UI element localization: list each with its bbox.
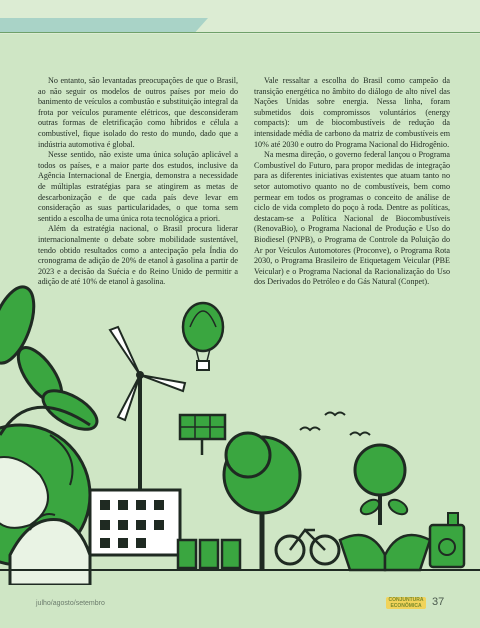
fuel-can-icon [430, 513, 464, 567]
page-number: 37 [432, 596, 445, 608]
paragraph: Além da estratégia nacional, o Brasil procura liderar internacionalmente o debate sobre mobilidade sustentável, tendo obtido resultados como a antecipação pela Índia do cronograma de adição de 20% de etanol à gasolina a partir de 2023 e a decisão da Suécia e do Reino Unido de permitir a adição de até 10% de etanol à gasolina. [38, 224, 238, 287]
birds-icon [300, 413, 370, 436]
magazine-logo: CONJUNTURA ECONÔMICA [386, 597, 426, 609]
solar-panel-icon [180, 415, 225, 455]
paragraph: Na mesma direção, o governo federal lançou o Programa Combustível do Futuro, para propor medidas de integração para as diferentes iniciativas existentes que atuam tanto no setor automotivo quanto no de combustíveis, bem como permear em todos os programas o conceito de análise de ciclo de vida completo do poço à roda. Dentre as políticas, destacam-se a Política Nacional de Biocombustíveis (RenovaBio), o Programa Nacional de Produção e Uso do Biodiesel (PNPB), o Programa de Controle da Poluição do Ar por Veículos Automotores (Proconve), o Programa Rota 2030, o Programa Brasileiro de Etiquetagem Veicular (PBE Veicular) e o Programa Nacional da Racionalização do Uso dos Derivados do Petróleo e do Gás Natural (Conpet). [254, 150, 450, 287]
bicycle-icon [276, 530, 339, 564]
paragraph: Vale ressaltar a escolha do Brasil como campeão da transição energética no âmbito do diálogo de alto nível das Nações Unidas sobre energia. Nessa linha, foram submetidos dois compromissos voluntários (energy compacts): um de biocombustíveis de redução da intensidade média de carbono da matriz de combustíveis em 10% até 2030 e outro do Programa Nacional do Hidrogênio. [254, 76, 450, 149]
header-divider [0, 32, 480, 33]
issue-label: julho/agosto/setembro [36, 600, 105, 607]
paragraph: No entanto, são levantadas preocupações de que o Brasil, ao não seguir os modelos de outros países por meio do banimento de veículos a combustão e substituição integral da frota por veículos puramente elétricos, que desconsideram outras formas de eletrificação como híbridos e célula a combustível, fique isolado do resto do mundo, dado que a indústria automotiva é global. [38, 76, 238, 149]
hands-sprout-icon [340, 497, 430, 570]
wind-turbine-icon [110, 327, 185, 500]
left-text-column [38, 76, 238, 288]
leaves-icon [0, 285, 103, 437]
sustainability-illustration [0, 285, 480, 585]
building-icon [90, 490, 180, 555]
paragraph: Nesse sentido, não existe uma única solução aplicável a todos os países, e a maior parte dos estudos, inclusive da Agência Internacional de Energia, demonstra a necessidade de múltiplas estratégias para se atingirem as metas de descarbonização e de que cada país deve levar em consideração as suas particularidades, o que torna sem sentido a escolha de uma única rota tecnológica a priori. [38, 150, 238, 223]
right-text-column [254, 76, 450, 288]
header-accent-bar [0, 18, 208, 32]
recycle-bins-icon [178, 540, 240, 568]
hot-air-balloon-icon [183, 303, 223, 370]
